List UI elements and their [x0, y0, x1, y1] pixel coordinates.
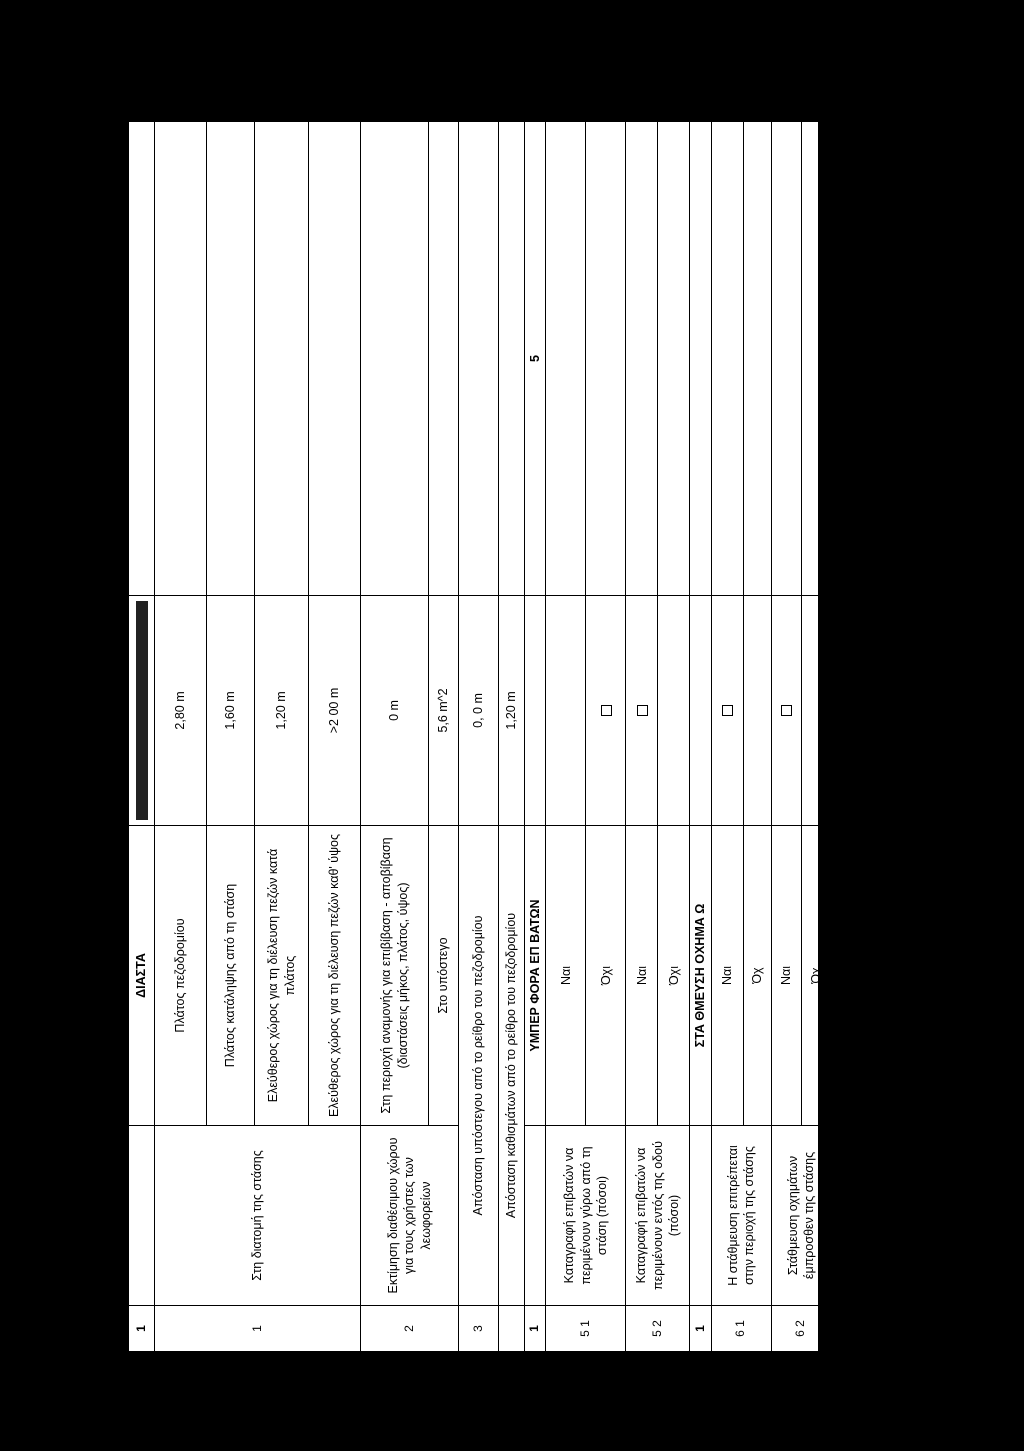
item-value: 1,20 m	[499, 596, 525, 826]
item-desc: Πλάτος πεζοδρομίου	[155, 826, 207, 1126]
row-label: Στάθμευση οχημάτων εκατέρωθεν της στάσης (απόσταση)	[831, 1126, 899, 1306]
section-header-row	[690, 122, 711, 1352]
section-header-row	[525, 122, 546, 1352]
header-number: 1	[129, 1306, 155, 1352]
option-yes: Ναι	[626, 826, 658, 1126]
checkbox[interactable]	[601, 705, 612, 716]
checkbox-cell	[831, 596, 865, 826]
header-noise-bar	[129, 596, 155, 826]
row-number: 6 2	[771, 1306, 831, 1352]
item-desc: Απόσταση υπόστεγου από το ρείθρο του πεζοδρομίου	[459, 826, 499, 1306]
survey-table	[128, 121, 900, 1352]
section-value: 5	[525, 122, 546, 596]
header-title: ΔΙΑΣΤΑ	[129, 826, 155, 1126]
checkbox-cell	[711, 596, 743, 826]
row-label: Καταγραφή επιβατών να περιμένουν εντός της οδού (πόσοι)	[626, 1126, 690, 1306]
row-number: 1	[155, 1306, 361, 1352]
rotated-form-sheet	[128, 122, 889, 1352]
table-row	[546, 122, 586, 1352]
item-desc: Ελεύθερος χώρος για τη διέλευση πεζών κατά πλάτος	[255, 826, 309, 1126]
row-number: 6 3	[831, 1306, 899, 1352]
option-yes: Ναι	[711, 826, 743, 1126]
item-value: 5,6 m^2	[429, 596, 459, 826]
header-row	[129, 122, 155, 1352]
option-no: Όχ	[743, 826, 771, 1126]
item-desc: Απόσταση καθισμάτων από το ρείθρο του πεζοδρομίου	[499, 826, 525, 1306]
checkbox[interactable]	[637, 705, 648, 716]
section-number: 1	[525, 1306, 546, 1352]
item-value: 0 m	[361, 596, 429, 826]
table-row	[499, 122, 525, 1352]
scanned-page	[128, 122, 889, 1352]
item-desc: Στο υπόστεγο	[429, 826, 459, 1126]
row-label: Καταγραφή επιβατών να περιμένουν γύρω από τη στάση (πόσοι)	[546, 1126, 626, 1306]
section-number: 1	[690, 1306, 711, 1352]
option-no: Όχι	[586, 826, 626, 1126]
row-label: Η στάθμευση επιτρέπεται στην περιοχή της στάσης	[711, 1126, 771, 1306]
option-no: Όχ	[801, 826, 831, 1126]
table-row	[711, 122, 743, 1352]
mark-cell: /	[865, 596, 899, 826]
checkbox-cell	[626, 596, 658, 826]
option-yes: Ναι	[831, 826, 865, 1126]
table-row	[771, 122, 801, 1352]
item-value: 2,80 m	[155, 596, 207, 826]
row-number: 2	[361, 1306, 459, 1352]
item-desc: Στη περιοχή αναμονής για επιβίβαση - αποβίβαση (διαστάσεις μήκος, πλάτος, ύψος)	[361, 826, 429, 1126]
row-number: 5 1	[546, 1306, 626, 1352]
option-no: Όχι	[658, 826, 690, 1126]
item-desc: Πλάτος κατάληψης από τη στάση	[207, 826, 255, 1126]
item-value: 1,20 m	[255, 596, 309, 826]
checkbox-cell	[586, 596, 626, 826]
section-title: ΣΤΑ ΘΜΕΥΣΗ ΟΧΗΜΑ Ω	[690, 826, 711, 1126]
table-row	[626, 122, 658, 1352]
option-no: Όχι	[865, 826, 899, 1126]
table-row	[831, 122, 865, 1352]
table-row	[459, 122, 499, 1352]
row-label: Στη διατομή της στάσης	[155, 1126, 361, 1306]
checkbox[interactable]	[843, 705, 854, 716]
row-label: Εκτίμηση διαθέσιμου χώρου για τους χρήστες των λεωφορείων	[361, 1126, 459, 1306]
row-number: 3	[459, 1306, 499, 1352]
row-number: 6 1	[711, 1306, 771, 1352]
checkbox[interactable]	[781, 705, 792, 716]
row-number: 5 2	[626, 1306, 690, 1352]
option-yes: Ναι	[546, 826, 586, 1126]
section-title: ΥΜΠΕΡ ΦΟΡΑ ΕΠ ΒΑΤΩΝ	[525, 826, 546, 1126]
row-label: Στάθμευση οχημάτων έμπροσθεν της στάσης	[771, 1126, 831, 1306]
item-value: 0, 0 m	[459, 596, 499, 826]
table-row	[361, 122, 429, 1352]
table-row	[155, 122, 207, 1352]
item-value: >2 00 m	[309, 596, 361, 826]
item-desc: Ελεύθερος χώρος για τη διέλευση πεζών καθ' ύψος	[309, 826, 361, 1126]
checkbox[interactable]	[722, 705, 733, 716]
checkbox-cell	[771, 596, 801, 826]
option-yes: Ναι	[771, 826, 801, 1126]
item-value: 1,60 m	[207, 596, 255, 826]
